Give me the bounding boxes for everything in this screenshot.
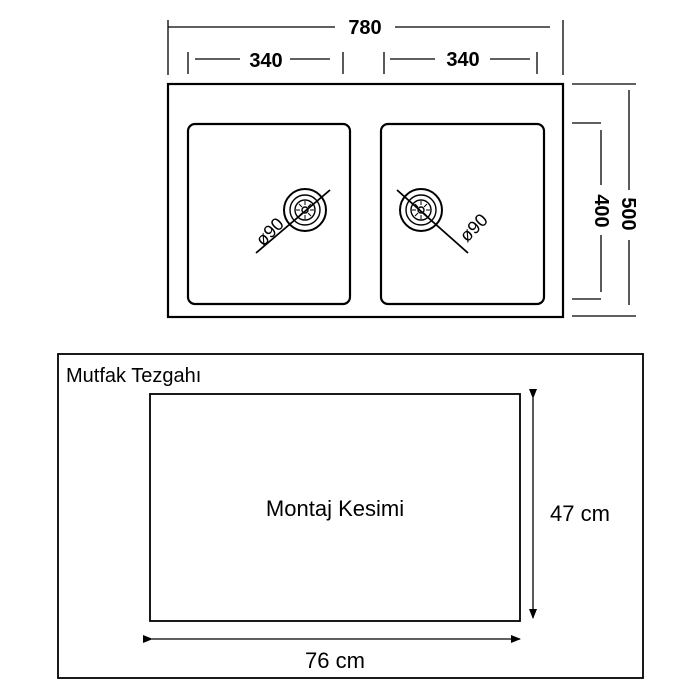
sink-outline	[168, 84, 563, 317]
countertop-label: Mutfak Tezgahı	[66, 365, 202, 387]
width-label: 76 cm	[305, 648, 365, 673]
overall-width-label: 780	[348, 17, 382, 39]
bowl-right-width-label: 340	[446, 49, 480, 71]
bowl-right	[381, 124, 544, 304]
bowl-depth-label: 400	[590, 194, 612, 228]
overall-depth-label: 500	[617, 197, 639, 231]
sink-top-view	[168, 17, 639, 317]
height-label: 47 cm	[550, 501, 610, 526]
drain-right	[397, 189, 468, 253]
drain-right-label: ø90	[455, 209, 492, 246]
cutout-diagram	[58, 354, 643, 678]
bowl-width-dimensions	[188, 52, 537, 74]
bowl-left-width-label: 340	[249, 50, 283, 72]
cutout-label: Montaj Kesimi	[265, 496, 405, 521]
drain-left-label: ø90	[251, 213, 288, 250]
